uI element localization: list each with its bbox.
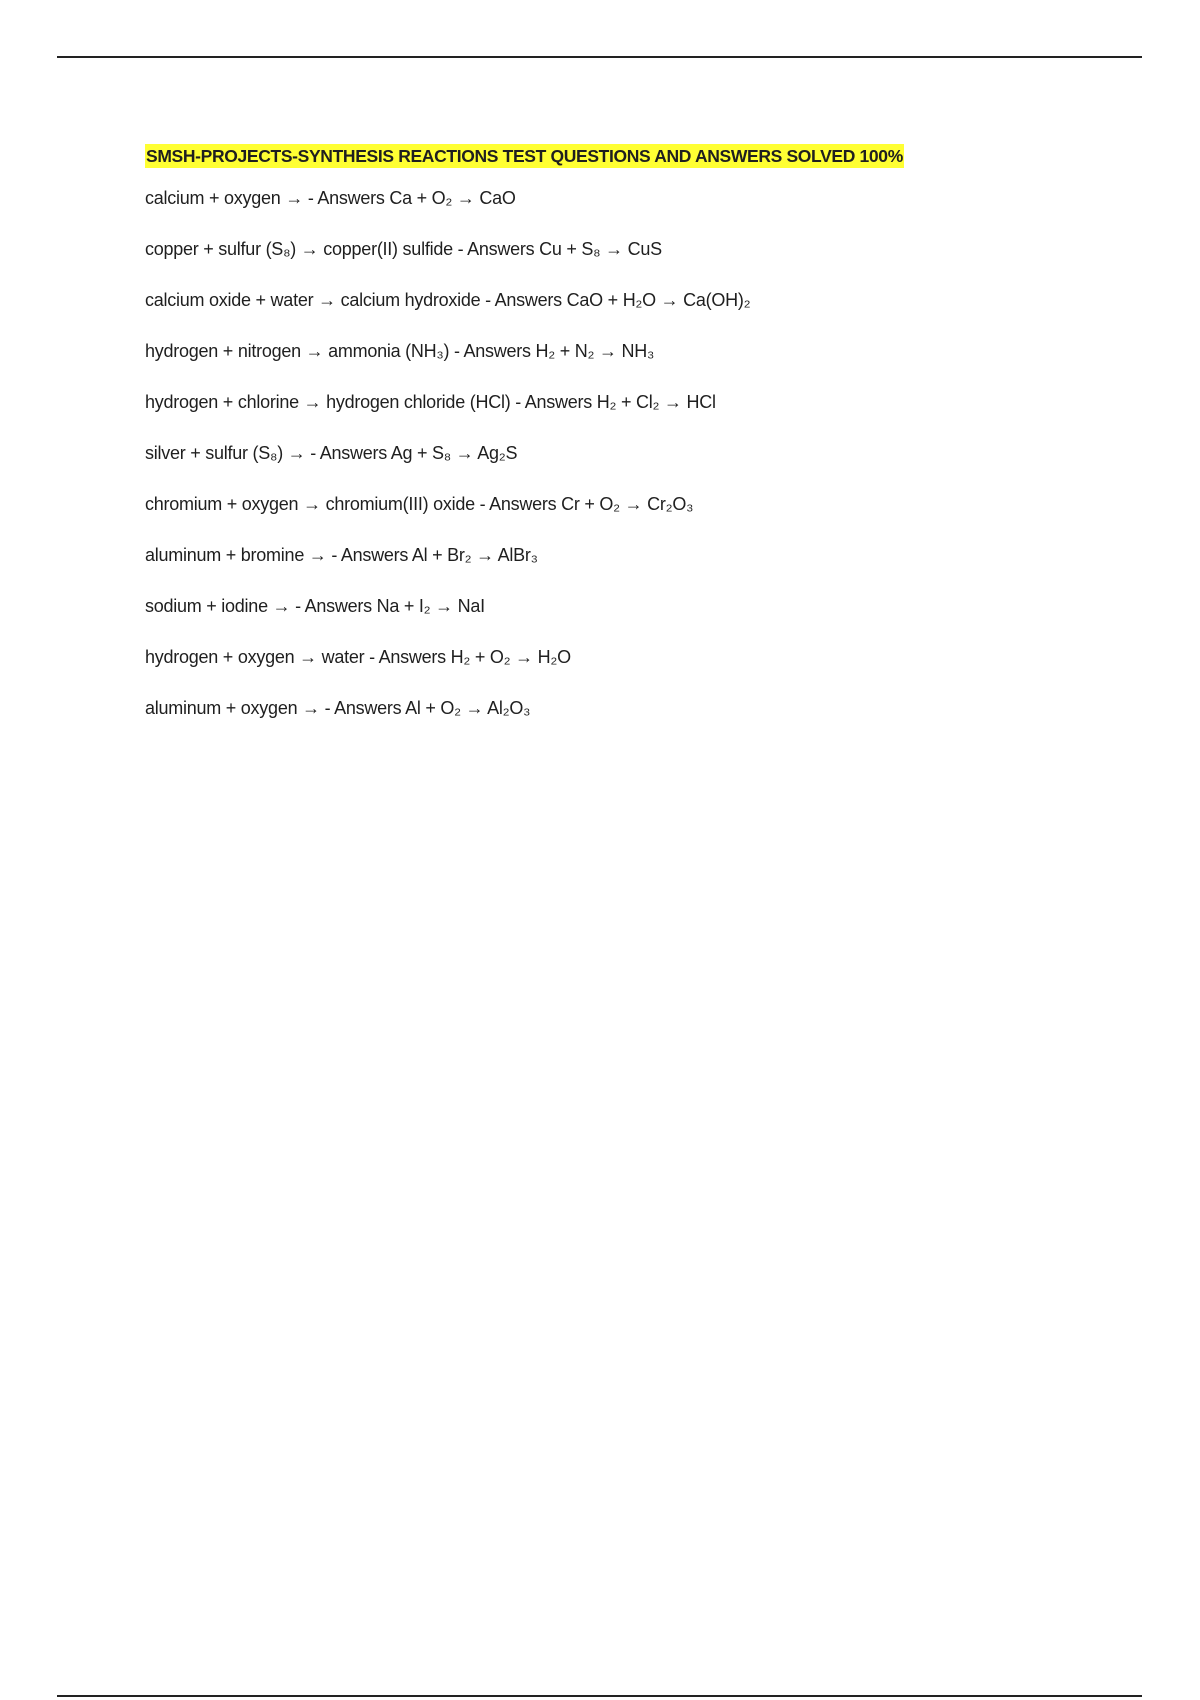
qa-item: calcium oxide + water → calcium hydroxide - Answers CaO + H₂O → Ca(OH)₂ (145, 290, 751, 310)
header-rule (57, 56, 1142, 58)
qa-item: hydrogen + nitrogen → ammonia (NH₃) - Answers H₂ + N₂ → NH₃ (145, 341, 655, 361)
document-body (145, 144, 1105, 747)
footer-rule (57, 1695, 1142, 1697)
qa-item: aluminum + bromine → - Answers Al + Br₂ → AlBr₃ (145, 545, 538, 565)
qa-item: sodium + iodine → - Answers Na + I₂ → NaI (145, 596, 485, 616)
qa-item: aluminum + oxygen → - Answers Al + O₂ → Al₂O₃ (145, 698, 531, 718)
qa-item: hydrogen + chlorine → hydrogen chloride (HCl) - Answers H₂ + Cl₂ → HCl (145, 392, 716, 412)
qa-item: calcium + oxygen → - Answers Ca + O₂ → CaO (145, 188, 516, 208)
qa-item: copper + sulfur (S₈) → copper(II) sulfide - Answers Cu + S₈ → CuS (145, 239, 662, 259)
qa-item: silver + sulfur (S₈) → - Answers Ag + S₈ → Ag₂S (145, 443, 518, 463)
qa-item: hydrogen + oxygen → water - Answers H₂ + O₂ → H₂O (145, 647, 571, 667)
qa-list (145, 186, 1105, 720)
qa-item: chromium + oxygen → chromium(III) oxide - Answers Cr + O₂ → Cr₂O₃ (145, 494, 694, 514)
document-title: SMSH-PROJECTS-SYNTHESIS REACTIONS TEST QUESTIONS AND ANSWERS SOLVED 100% (146, 146, 903, 166)
